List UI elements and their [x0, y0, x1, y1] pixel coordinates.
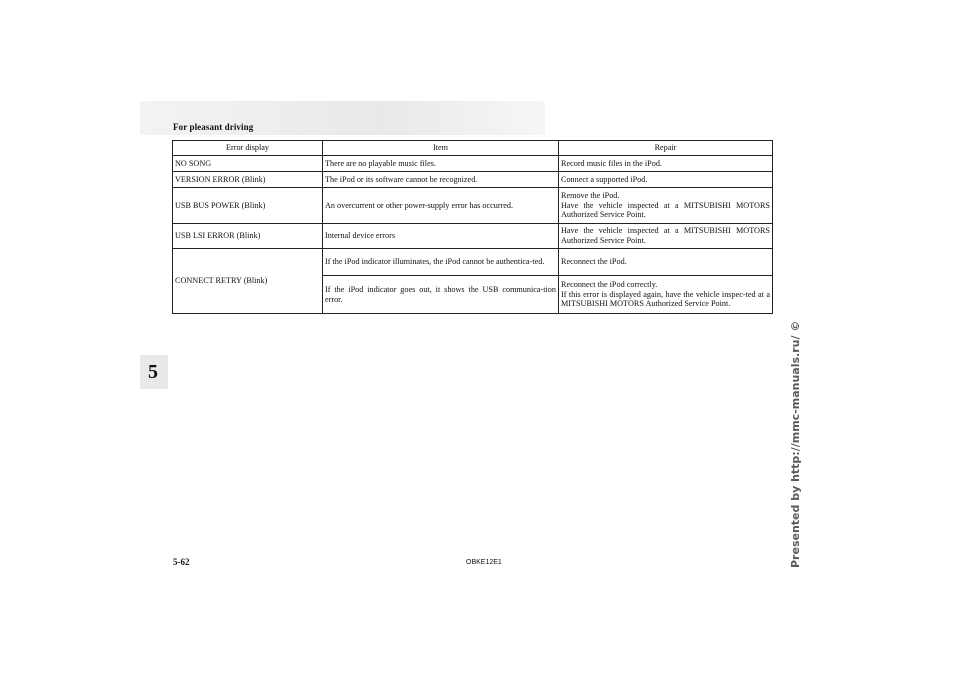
repair-cell: Reconnect the iPod correctly. If this error is displayed again, have the vehicle inspec-ted at a MITSUBISHI MOTORS Authorized Service Point. [559, 276, 773, 314]
item-cell: There are no playable music files. [323, 156, 559, 172]
document-code: OBKE12E1 [466, 559, 502, 566]
column-header-repair: Repair [559, 141, 773, 156]
watermark [784, 320, 806, 570]
table-row [173, 249, 773, 276]
repair-cell: Remove the iPod. Have the vehicle inspected at a MITSUBISHI MOTORS Authorized Service Point. [559, 188, 773, 224]
error-display-cell: NO SONG [173, 156, 323, 172]
table-row [173, 156, 773, 172]
column-header-item: Item [323, 141, 559, 156]
chapter-tab [140, 355, 168, 389]
repair-cell: Record music files in the iPod. [559, 156, 773, 172]
repair-cell: Connect a supported iPod. [559, 172, 773, 188]
column-header-error-display: Error display [173, 141, 323, 156]
repair-cell: Have the vehicle inspected at a MITSUBISHI MOTORS Authorized Service Point. [559, 224, 773, 249]
table-header-row [173, 141, 773, 156]
item-cell: An overcurrent or other power-supply error has occurred. [323, 188, 559, 224]
table-row [173, 224, 773, 249]
watermark-text: Presented by http://mmc-manuals.ru/ © [789, 320, 802, 568]
item-cell: If the iPod indicator illuminates, the iPod cannot be authentica-ted. [323, 249, 559, 276]
repair-cell: Reconnect the iPod. [559, 249, 773, 276]
error-display-cell: VERSION ERROR (Blink) [173, 172, 323, 188]
table-row [173, 172, 773, 188]
section-title: For pleasant driving [173, 122, 254, 132]
item-cell: If the iPod indicator goes out, it shows the USB communica-tion error. [323, 276, 559, 314]
error-table [172, 140, 773, 314]
item-cell: Internal device errors [323, 224, 559, 249]
table-row [173, 188, 773, 224]
chapter-number: 5 [148, 361, 158, 383]
error-display-cell: CONNECT RETRY (Blink) [173, 249, 323, 314]
error-display-cell: USB BUS POWER (Blink) [173, 188, 323, 224]
page-number: 5-62 [173, 557, 190, 567]
item-cell: The iPod or its software cannot be recognized. [323, 172, 559, 188]
error-display-cell: USB LSI ERROR (Blink) [173, 224, 323, 249]
